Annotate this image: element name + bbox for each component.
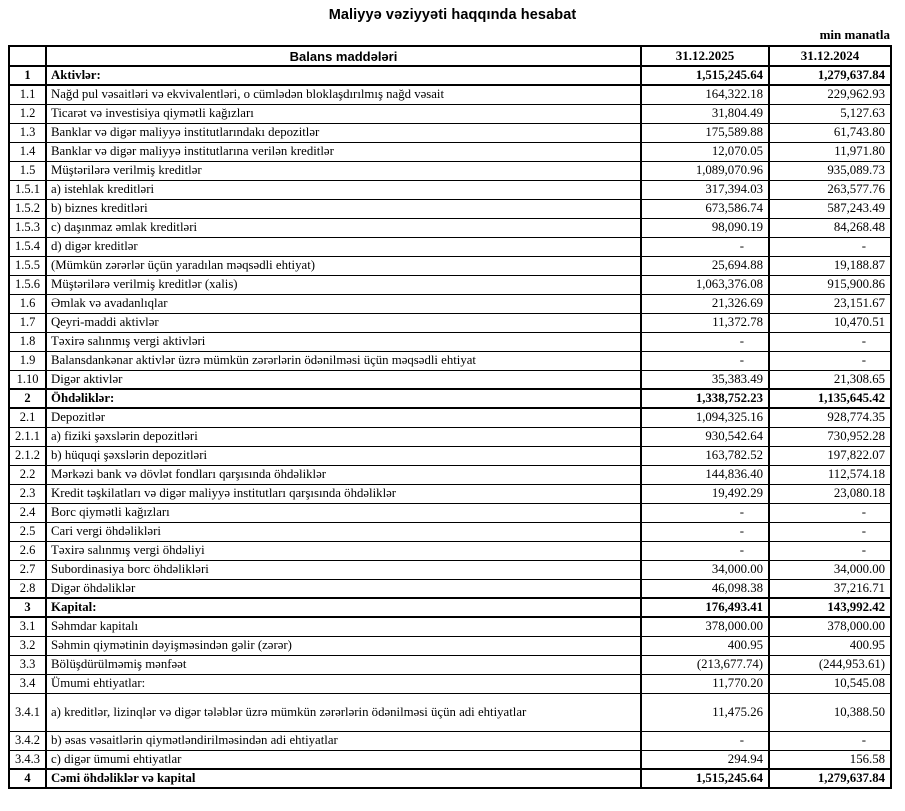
table-row: [9, 484, 891, 503]
row-number-cell: 3.4.3: [9, 750, 46, 769]
row-number-cell: 2.1: [9, 408, 46, 427]
value-2025-cell: 144,836.40: [641, 465, 769, 484]
table-row: [9, 465, 891, 484]
value-2024-cell: 400.95: [769, 636, 891, 655]
row-number-cell: 1.4: [9, 142, 46, 161]
value-2024-cell: 23,080.18: [769, 484, 891, 503]
row-number-cell: 1.3: [9, 123, 46, 142]
table-row: [9, 579, 891, 598]
value-2024-cell: (244,953.61): [769, 655, 891, 674]
row-number-cell: 2.6: [9, 541, 46, 560]
row-number-cell: 3.3: [9, 655, 46, 674]
value-2024-cell: -: [769, 351, 891, 370]
value-2024-cell: 10,388.50: [769, 693, 891, 731]
value-2025-cell: -: [641, 731, 769, 750]
value-2025-cell: 11,475.26: [641, 693, 769, 731]
row-label-cell: Öhdəliklər:: [46, 389, 641, 408]
row-label-cell: Aktivlər:: [46, 66, 641, 85]
row-label-cell: Müştərilərə verilmiş kreditlər (xalis): [46, 275, 641, 294]
value-2024-cell: 915,900.86: [769, 275, 891, 294]
value-2025-cell: 25,694.88: [641, 256, 769, 275]
value-2024-cell: 10,470.51: [769, 313, 891, 332]
value-2025-cell: 11,372.78: [641, 313, 769, 332]
value-2024-cell: -: [769, 731, 891, 750]
table-row: [9, 85, 891, 104]
value-2025-cell: 294.94: [641, 750, 769, 769]
value-2025-cell: 31,804.49: [641, 104, 769, 123]
table-row: [9, 750, 891, 769]
row-number-cell: 2: [9, 389, 46, 408]
row-label-cell: b) biznes kreditləri: [46, 199, 641, 218]
table-row: [9, 731, 891, 750]
value-2024-cell: 10,545.08: [769, 674, 891, 693]
value-2024-cell: -: [769, 541, 891, 560]
period-2024-header: 31.12.2024: [769, 46, 891, 66]
value-2025-cell: 1,063,376.08: [641, 275, 769, 294]
table-row: [9, 408, 891, 427]
value-2025-cell: -: [641, 503, 769, 522]
table-row: [9, 294, 891, 313]
value-2025-cell: 930,542.64: [641, 427, 769, 446]
row-number-cell: 4: [9, 769, 46, 788]
table-row: [9, 180, 891, 199]
value-2025-cell: 378,000.00: [641, 617, 769, 636]
value-2024-cell: -: [769, 332, 891, 351]
row-label-cell: a) istehlak kreditləri: [46, 180, 641, 199]
value-2024-cell: 61,743.80: [769, 123, 891, 142]
table-row: [9, 66, 891, 85]
value-2024-cell: -: [769, 503, 891, 522]
value-2024-cell: 5,127.63: [769, 104, 891, 123]
row-label-cell: Kredit təşkilatları və digər maliyyə institutları qarşısında öhdəliklər: [46, 484, 641, 503]
row-label-cell: Digər aktivlər: [46, 370, 641, 389]
row-number-cell: 3.1: [9, 617, 46, 636]
value-2024-cell: 197,822.07: [769, 446, 891, 465]
value-2024-cell: 1,279,637.84: [769, 769, 891, 788]
table-row: [9, 123, 891, 142]
row-number-cell: 1.5.6: [9, 275, 46, 294]
row-number-cell: 3.2: [9, 636, 46, 655]
row-number-cell: 2.5: [9, 522, 46, 541]
value-2024-cell: 263,577.76: [769, 180, 891, 199]
value-2025-cell: 46,098.38: [641, 579, 769, 598]
value-2025-cell: 11,770.20: [641, 674, 769, 693]
row-label-cell: Səhmin qiymətinin dəyişməsindən gəlir (zərər): [46, 636, 641, 655]
row-number-cell: 1.2: [9, 104, 46, 123]
row-number-cell: 3.4.2: [9, 731, 46, 750]
row-label-cell: Mərkəzi bank və dövlət fondları qarşısında öhdəliklər: [46, 465, 641, 484]
table-row: [9, 427, 891, 446]
period-2025-header: 31.12.2025: [641, 46, 769, 66]
value-2024-cell: 378,000.00: [769, 617, 891, 636]
balance-items-header: Balans maddələri: [46, 46, 641, 66]
table-row: [9, 313, 891, 332]
row-number-cell: 1.5.3: [9, 218, 46, 237]
row-label-cell: Əmlak və avadanlıqlar: [46, 294, 641, 313]
value-2024-cell: 1,279,637.84: [769, 66, 891, 85]
table-row: [9, 655, 891, 674]
table-row: [9, 598, 891, 617]
table-row: [9, 674, 891, 693]
row-number-cell: 1: [9, 66, 46, 85]
table-row: [9, 769, 891, 788]
value-2025-cell: 1,338,752.23: [641, 389, 769, 408]
value-2024-cell: 143,992.42: [769, 598, 891, 617]
table-row: [9, 237, 891, 256]
row-label-cell: a) kreditlər, lizinqlər və digər tələblər üzrə mümkün zərərlərin ödənilməsi üçün adi ehtiyatlar: [46, 693, 641, 731]
table-row: [9, 446, 891, 465]
value-2025-cell: 12,070.05: [641, 142, 769, 161]
value-2025-cell: (213,677.74): [641, 655, 769, 674]
table-row: [9, 617, 891, 636]
value-2024-cell: 34,000.00: [769, 560, 891, 579]
row-number-cell: 1.5.2: [9, 199, 46, 218]
row-label-cell: Cəmi öhdəliklər və kapital: [46, 769, 641, 788]
row-label-cell: Kapital:: [46, 598, 641, 617]
value-2025-cell: 1,089,070.96: [641, 161, 769, 180]
value-2024-cell: 37,216.71: [769, 579, 891, 598]
balance-sheet-table: [8, 45, 892, 789]
table-row: [9, 199, 891, 218]
row-number-cell: 1.5.4: [9, 237, 46, 256]
value-2025-cell: 1,094,325.16: [641, 408, 769, 427]
value-2024-cell: 935,089.73: [769, 161, 891, 180]
value-2024-cell: 112,574.18: [769, 465, 891, 484]
row-label-cell: b) hüquqi şəxslərin depozitləri: [46, 446, 641, 465]
value-2024-cell: 84,268.48: [769, 218, 891, 237]
table-body: [9, 66, 891, 788]
row-number-cell: 1.7: [9, 313, 46, 332]
value-2025-cell: 176,493.41: [641, 598, 769, 617]
value-2025-cell: 35,383.49: [641, 370, 769, 389]
row-label-cell: c) digər ümumi ehtiyatlar: [46, 750, 641, 769]
row-number-cell: 2.7: [9, 560, 46, 579]
table-row: [9, 560, 891, 579]
value-2024-cell: -: [769, 522, 891, 541]
row-number-cell: 1.5.1: [9, 180, 46, 199]
row-label-cell: Təxirə salınmış vergi öhdəliyi: [46, 541, 641, 560]
value-2024-cell: 730,952.28: [769, 427, 891, 446]
value-2025-cell: 34,000.00: [641, 560, 769, 579]
value-2024-cell: -: [769, 237, 891, 256]
table-row: [9, 275, 891, 294]
value-2025-cell: 163,782.52: [641, 446, 769, 465]
value-2025-cell: 1,515,245.64: [641, 769, 769, 788]
table-row: [9, 370, 891, 389]
row-number-cell: 1.10: [9, 370, 46, 389]
row-label-cell: d) digər kreditlər: [46, 237, 641, 256]
value-2025-cell: 673,586.74: [641, 199, 769, 218]
table-row: [9, 636, 891, 655]
table-row: [9, 161, 891, 180]
value-2024-cell: 21,308.65: [769, 370, 891, 389]
table-row: [9, 541, 891, 560]
table-row: [9, 389, 891, 408]
row-number-cell: 2.1.1: [9, 427, 46, 446]
value-2025-cell: 98,090.19: [641, 218, 769, 237]
row-label-cell: Qeyri-maddi aktivlər: [46, 313, 641, 332]
row-number-cell: 1.8: [9, 332, 46, 351]
row-label-cell: Ümumi ehtiyatlar:: [46, 674, 641, 693]
row-number-cell: 2.8: [9, 579, 46, 598]
value-2024-cell: 229,962.93: [769, 85, 891, 104]
row-label-cell: Banklar və digər maliyyə institutlarındakı depozitlər: [46, 123, 641, 142]
row-label-cell: Müştərilərə verilmiş kreditlər: [46, 161, 641, 180]
row-label-cell: Balansdankənar aktivlər üzrə mümkün zərərlərin ödənilməsi üçün məqsədli ehtiyat: [46, 351, 641, 370]
value-2025-cell: -: [641, 332, 769, 351]
table-row: [9, 351, 891, 370]
value-2024-cell: 928,774.35: [769, 408, 891, 427]
unit-note: min manatla: [819, 27, 890, 42]
row-number-cell: 2.4: [9, 503, 46, 522]
table-row: [9, 503, 891, 522]
row-number-cell: 3.4: [9, 674, 46, 693]
row-number-cell: 2.2: [9, 465, 46, 484]
row-label-cell: Banklar və digər maliyyə institutlarına verilən kreditlər: [46, 142, 641, 161]
table-row: [9, 256, 891, 275]
row-label-cell: Depozitlər: [46, 408, 641, 427]
row-number-cell: 2.3: [9, 484, 46, 503]
value-2024-cell: 11,971.80: [769, 142, 891, 161]
row-number-cell: 1.5: [9, 161, 46, 180]
value-2025-cell: 164,322.18: [641, 85, 769, 104]
value-2025-cell: -: [641, 351, 769, 370]
row-label-cell: c) daşınmaz əmlak kreditləri: [46, 218, 641, 237]
value-2025-cell: 175,589.88: [641, 123, 769, 142]
value-2025-cell: 400.95: [641, 636, 769, 655]
row-label-cell: Ticarət və investisiya qiymətli kağızları: [46, 104, 641, 123]
row-label-cell: Subordinasiya borc öhdəlikləri: [46, 560, 641, 579]
value-2025-cell: -: [641, 237, 769, 256]
value-2025-cell: 317,394.03: [641, 180, 769, 199]
row-number-cell: 1.5.5: [9, 256, 46, 275]
row-label-cell: b) əsas vəsaitlərin qiymətləndirilməsindən adi ehtiyatlar: [46, 731, 641, 750]
row-number-cell: 2.1.2: [9, 446, 46, 465]
row-label-cell: Borc qiymətli kağızları: [46, 503, 641, 522]
table-row: [9, 218, 891, 237]
table-row: [9, 142, 891, 161]
row-label-cell: Səhmdar kapitalı: [46, 617, 641, 636]
value-2024-cell: 1,135,645.42: [769, 389, 891, 408]
table-row: [9, 522, 891, 541]
page-title: Maliyyə vəziyyəti haqqında hesabat: [328, 7, 577, 23]
table-header-row: [9, 46, 891, 66]
row-number-cell: 1.9: [9, 351, 46, 370]
row-number-header: [9, 46, 46, 66]
table-row: [9, 332, 891, 351]
value-2024-cell: 587,243.49: [769, 199, 891, 218]
table-row: [9, 104, 891, 123]
row-number-cell: 3: [9, 598, 46, 617]
row-label-cell: Digər öhdəliklər: [46, 579, 641, 598]
table-row: [9, 693, 891, 731]
value-2025-cell: -: [641, 522, 769, 541]
value-2025-cell: 1,515,245.64: [641, 66, 769, 85]
value-2024-cell: 156.58: [769, 750, 891, 769]
row-label-cell: (Mümkün zərərlər üçün yaradılan məqsədli ehtiyat): [46, 256, 641, 275]
value-2025-cell: 19,492.29: [641, 484, 769, 503]
row-label-cell: Nağd pul vəsaitləri və ekvivalentləri, o cümlədən bloklaşdırılmış nağd vəsait: [46, 85, 641, 104]
row-number-cell: 1.6: [9, 294, 46, 313]
row-label-cell: Cari vergi öhdəlikləri: [46, 522, 641, 541]
value-2025-cell: -: [641, 541, 769, 560]
row-label-cell: Təxirə salınmış vergi aktivləri: [46, 332, 641, 351]
value-2024-cell: 23,151.67: [769, 294, 891, 313]
value-2024-cell: 19,188.87: [769, 256, 891, 275]
row-number-cell: 1.1: [9, 85, 46, 104]
row-label-cell: Bölüşdürülməmiş mənfəət: [46, 655, 641, 674]
value-2025-cell: 21,326.69: [641, 294, 769, 313]
row-label-cell: a) fiziki şəxslərin depozitləri: [46, 427, 641, 446]
row-number-cell: 3.4.1: [9, 693, 46, 731]
